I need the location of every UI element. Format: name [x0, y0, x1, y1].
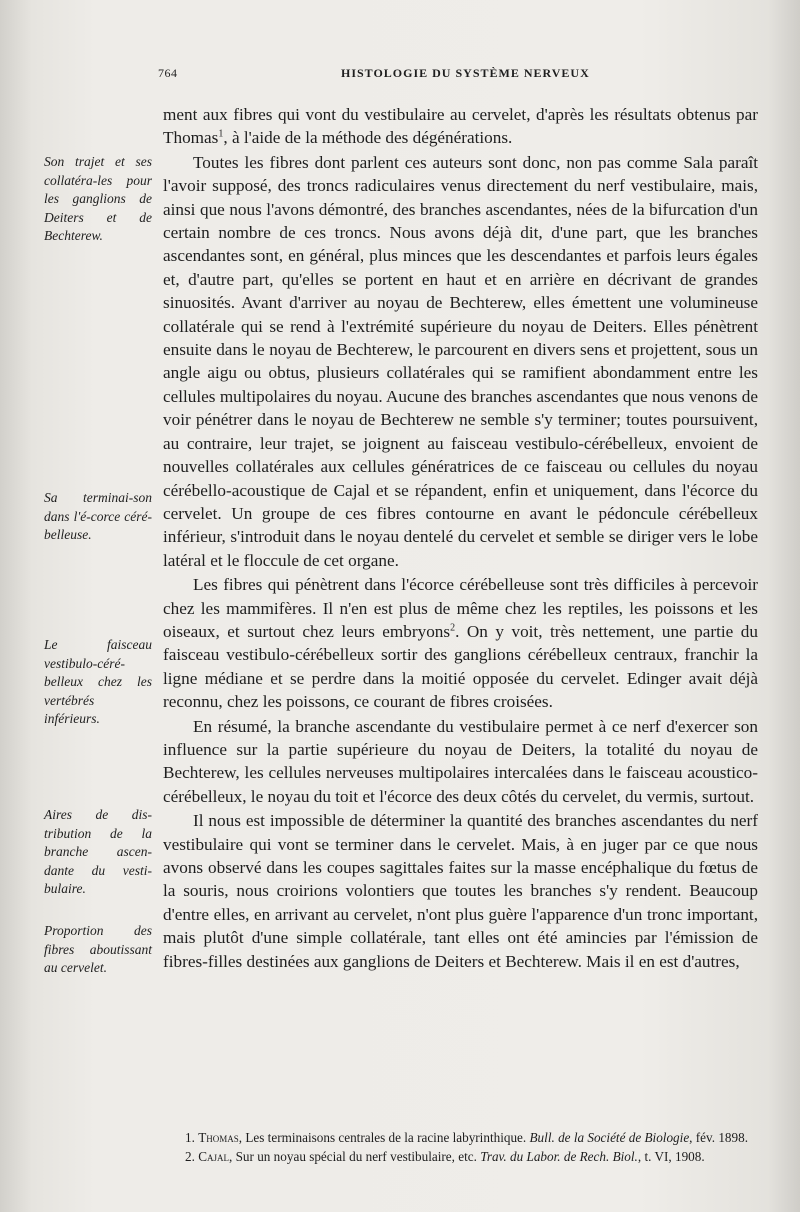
footnote-number: 2.	[185, 1149, 195, 1164]
page-number: 764	[158, 66, 178, 80]
footnote-number: 1.	[185, 1130, 195, 1145]
paragraph-text: Les fibres qui pénètrent dans l'écorce cérébelleuse sont très difficiles à percevoir chez les mammifères. Il n'en est plus de même chez les reptiles, les poissons et les oiseaux, et surtout chez leurs embryons	[163, 575, 758, 641]
paragraph	[163, 573, 758, 713]
paragraph-text: ment aux fibres qui vont du vestibulaire au cervelet, d'après les résultats obtenus par Thomas	[163, 105, 758, 148]
footnote	[163, 1147, 758, 1166]
margin-note: Aires de dis-tribution de la branche ascen-dante du vesti-bulaire.	[44, 807, 152, 896]
footnote-text: , fév. 1898.	[689, 1130, 749, 1145]
paragraph-text: , à l'aide de la méthode des dégénérations.	[223, 128, 513, 148]
footnotes	[163, 1128, 758, 1166]
footnote-author: Cajal	[198, 1149, 229, 1164]
paragraph: Toutes les fibres dont parlent ces auteurs sont donc, non pas comme Sala paraît l'avoir supposé, des troncs radiculaires venus directement du nerf vestibulaire, mais, ainsi que nous l'avons démontré, des branches ascendantes, nées de la bifurcation d'un certain nombre de ces troncs. Nous avons déjà dit, d'une part, que les branches ascendantes sont, en général, plus minces que les descendantes et parfois leurs égales et, d'autre part, qu'elles se portent en haut et en arrière en décrivant de grandes sinuosités. Avant d'arriver au noyau de Bechterew, elles émettent une volumineuse collatérale qui se rend à l'extrémité supérieure du noyau de Deiters. Elles pénètrent ensuite dans le noyau de Bechterew, le parcourent en divers sens et projettent, sous un angle aigu ou obtus, plusieurs collatérales qui se ramifient abondamment entre les cellules multipolaires du noyau. Aucune des branches ascendantes que nous venons de voir pénétrer dans le noyau de Bechterew ne semble s'y terminer; toutes poursuivent, au contraire, leur trajet, se joignent au faisceau vestibulo-cérébelleux, envoient de nouvelles collatérales aux cellules génératrices de ce faisceau ou cellules du noyau cérébello-acoustique de Cajal et se répandent, enfin et uniquement, dans l'écorce du cervelet. Un groupe de ces fibres contourne en avant le pédoncule cérébelleux inférieur, s'introduit dans le noyau dentelé du cervelet et semble se diriger vers le lobe latéral et le floccule de cet organe.	[163, 152, 758, 570]
footnote-ref: 1	[218, 128, 224, 140]
footnote-journal: Bull. de la Société de Biologie	[529, 1130, 690, 1145]
paragraph	[163, 103, 758, 150]
footnote-text: , Les terminaisons centrales de la racine labyrinthique.	[238, 1130, 530, 1145]
page-header	[158, 66, 758, 86]
margin-note: Sa terminai-son dans l'é-corce céré-belleuse.	[44, 490, 152, 542]
footnote-journal: Trav. du Labor. de Rech. Biol.	[480, 1149, 638, 1164]
footnote-ref: 2	[450, 622, 456, 634]
main-text	[163, 103, 758, 973]
margin-note: Proportion des fibres aboutissant au cervelet.	[44, 923, 152, 975]
paragraph-text: . On y voit, très nettement, une partie du faisceau vestibulo-cérébelleux sortir des ganglions cérébelleux centraux, franchir la ligne médiane et se perdre dans la moitié opposée du cervelet. Edinger avait déjà reconnu, chez les poissons, ce courant de fibres croisées.	[163, 621, 758, 712]
footnote-text: , t. VI, 1908.	[637, 1149, 705, 1164]
margin-note: Le faisceau vestibulo-céré-belleux chez les vertébrés inférieurs.	[44, 637, 152, 726]
margin-note: Son trajet et ses collatéra-les pour les ganglions de Deiters et de Bechterew.	[44, 154, 152, 243]
running-title: HISTOLOGIE DU SYSTÈME NERVEUX	[341, 66, 590, 80]
footnote-text: , Sur un noyau spécial du nerf vestibulaire, etc.	[228, 1149, 481, 1164]
paragraph: En résumé, la branche ascendante du vestibulaire permet à ce nerf d'exercer son influence sur la partie supérieure du noyau de Deiters, la totalité du noyau de Bechterew, les cellules nerveuses multipolaires intercalées dans le faisceau acoustico-cérébelleux, le noyau du toit et l'écorce des deux côtés du cervelet, du vermis, surtout.	[163, 716, 758, 806]
footnote-author: Thomas	[198, 1130, 239, 1145]
paragraph: Il nous est impossible de déterminer la quantité des branches ascendantes du nerf vestibulaire qui vont se terminer dans le cervelet. Mais, à en juger par ce que nous avons observé dans les coupes sagittales faites sur la masse encéphalique du fœtus de la souris, nous croirions volontiers que toutes les branches s'y rendent. Beaucoup d'entre elles, en arrivant au cervelet, n'ont plus guère l'apparence d'un tronc important, mais plutôt d'une simple collatérale, tant elles ont été amincies par l'émission de fibres-filles destinées aux ganglions de Deiters et Bechterew. Mais il en est d'autres,	[163, 811, 758, 971]
footnote	[163, 1128, 758, 1147]
